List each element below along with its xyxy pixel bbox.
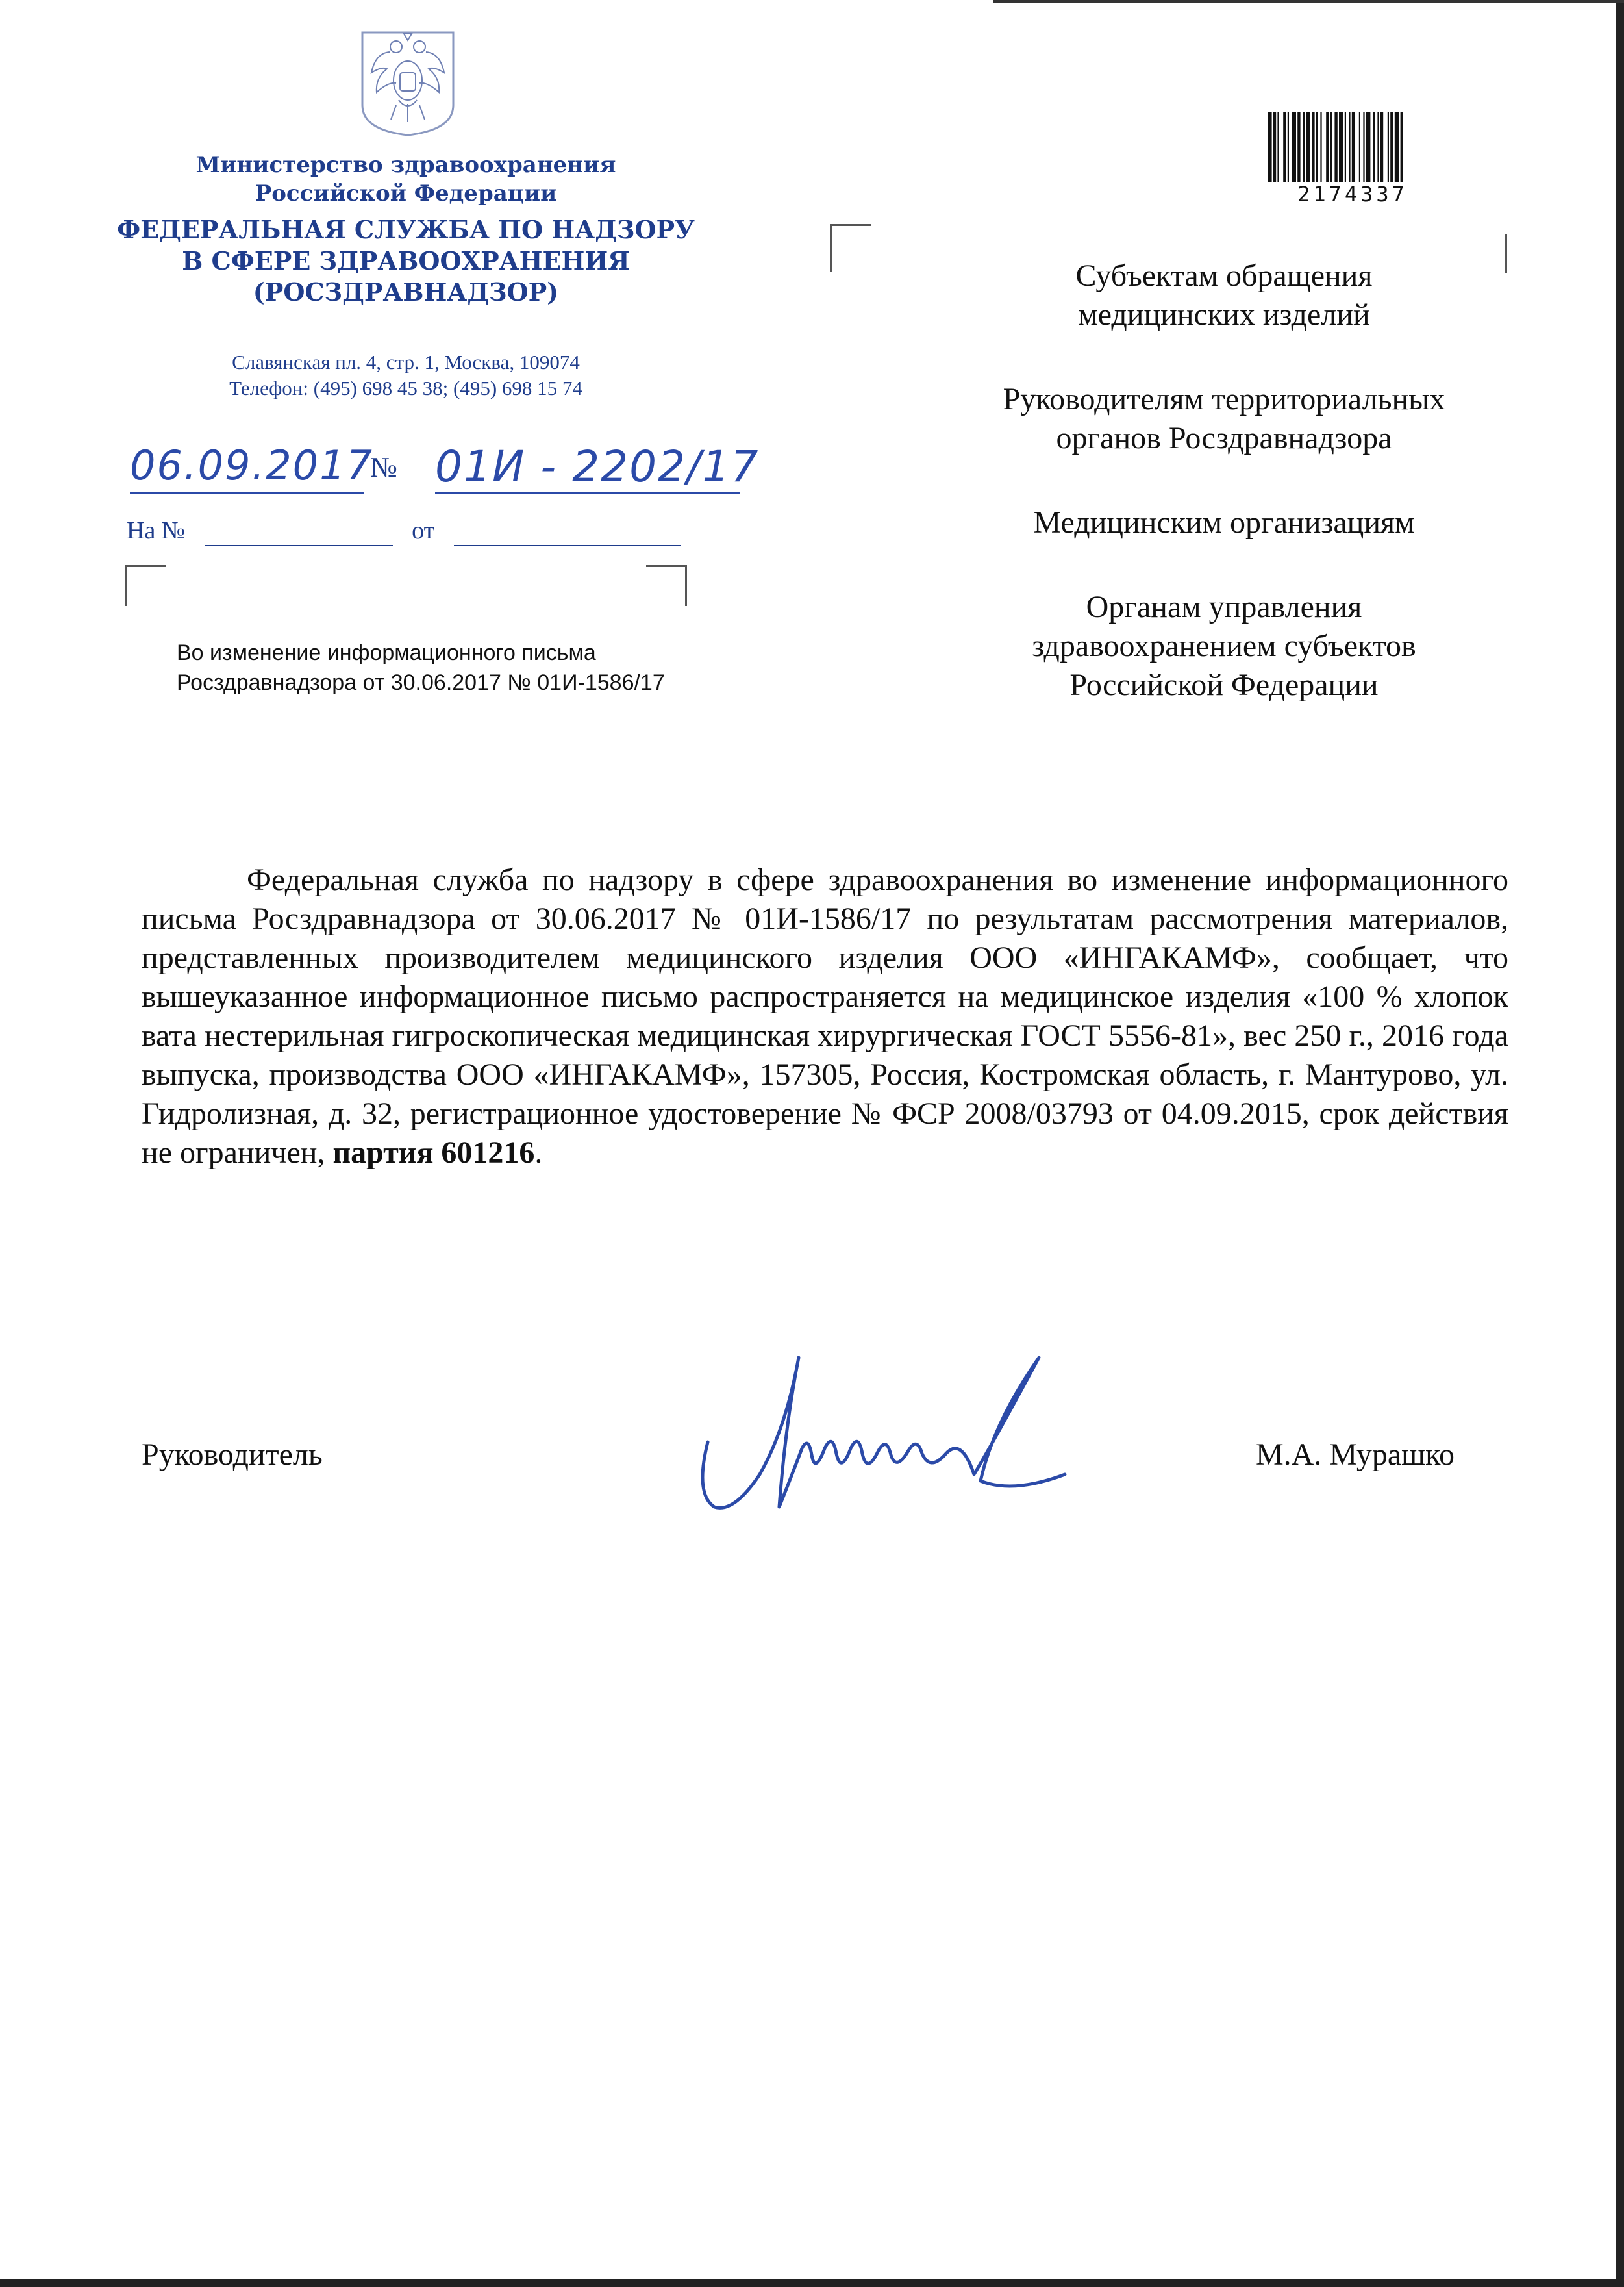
barcode-bar bbox=[1320, 112, 1321, 182]
addressee-group bbox=[916, 588, 1532, 705]
subject-line-1: Во изменение информационного письма bbox=[177, 640, 596, 665]
russian-coat-of-arms-icon bbox=[356, 27, 460, 138]
addressee-line: Российской Федерации bbox=[1069, 668, 1379, 702]
addressee-line: здравоохранением субъектов bbox=[1032, 629, 1416, 663]
addressee-group bbox=[916, 503, 1532, 542]
ref-from-label: от bbox=[412, 517, 435, 544]
barcode-bar bbox=[1316, 112, 1318, 182]
barcode-bar bbox=[1388, 112, 1389, 182]
barcode-bar bbox=[1395, 112, 1399, 182]
addressee-line: Руководителям территориальных bbox=[1003, 382, 1445, 416]
scan-edge-bottom bbox=[0, 2279, 1624, 2287]
service-line-3: (РОСЗДРАВНАДЗОР) bbox=[253, 277, 559, 307]
addressee-line: Медицинским организациям bbox=[1033, 505, 1415, 540]
barcode-bar bbox=[1349, 112, 1350, 182]
scan-edge-right bbox=[1616, 0, 1624, 2287]
barcode-bar bbox=[1326, 112, 1329, 182]
phone-line: Телефон: (495) 698 45 38; (495) 698 15 74 bbox=[229, 377, 582, 399]
ministry-name bbox=[114, 151, 698, 208]
reference-row bbox=[127, 516, 681, 546]
ministry-line-1: Министерство здравоохранения bbox=[195, 152, 616, 178]
barcode-bar bbox=[1373, 112, 1375, 182]
barcode-bar bbox=[1334, 112, 1337, 182]
barcode-bar bbox=[1306, 112, 1310, 182]
barcode-bar bbox=[1297, 112, 1300, 182]
service-line-1: ФЕДЕРАЛЬНАЯ СЛУЖБА ПО НАДЗОРУ bbox=[117, 215, 695, 244]
addressee-line: органов Росздравнадзора bbox=[1056, 421, 1392, 455]
signatory-name: М.А. Мурашко bbox=[1256, 1437, 1455, 1472]
barcode-bar bbox=[1283, 112, 1286, 182]
barcode-bar bbox=[1330, 112, 1332, 182]
barcode-bar bbox=[1363, 112, 1364, 182]
address-line: Славянская пл. 4, стр. 1, Москва, 109074 bbox=[232, 351, 580, 373]
barcode-bar bbox=[1288, 112, 1289, 182]
addressee-list bbox=[916, 257, 1532, 750]
handwritten-signature bbox=[688, 1345, 1143, 1559]
barcode-number: 2174337 bbox=[1297, 182, 1408, 207]
ref-number-label: На № bbox=[127, 517, 186, 544]
date-underline bbox=[130, 492, 364, 494]
ref-number-blank bbox=[205, 516, 393, 546]
ref-date-blank bbox=[454, 516, 681, 546]
barcode-bar bbox=[1277, 112, 1279, 182]
signatory-role: Руководитель bbox=[142, 1437, 323, 1472]
barcode-bar bbox=[1359, 112, 1360, 182]
registration-row bbox=[130, 442, 818, 520]
number-underline bbox=[435, 492, 740, 494]
registration-date: 06.09.2017 bbox=[130, 442, 373, 489]
service-line-2: В СФЕРЕ ЗДРАВООХРАНЕНИЯ bbox=[182, 246, 630, 275]
body-text: Федеральная служба по надзору в сфере здравоохранения во изменение информационного письма Росздравнадзора от 30.06.2017 № 01И-1586/17 по результатам рассмотрения материалов, представленных производителем медицинского изделия ООО «ИНГАКАМФ», сообщает, что вышеуказанное информационное письмо распространяется на медицинское изделия «100 % хлопок вата нестерильная гигроскопическая медицинская хирургическая ГОСТ 5556-81», вес 250 г., 2016 года выпуска, производства ООО «ИНГАКАМФ», 157305, Россия, Костромская область, г. Мантурово, ул. Гидролизная, д. 32, регистрационное удостоверение № ФСР 2008/03793 от 04.09.2015, срок действия не ограничен, bbox=[142, 863, 1508, 1170]
service-name bbox=[114, 214, 698, 308]
barcode-bar bbox=[1377, 112, 1379, 182]
addressee-group bbox=[916, 257, 1532, 335]
barcode-bar bbox=[1380, 112, 1383, 182]
barcode-bar bbox=[1390, 112, 1393, 182]
subject-corner-left bbox=[125, 565, 166, 606]
body-end: . bbox=[534, 1135, 543, 1170]
ministry-line-2: Российской Федерации bbox=[255, 181, 557, 207]
subject-note bbox=[177, 638, 761, 698]
barcode-bar bbox=[1401, 112, 1403, 182]
registration-number: 01И - 2202/17 bbox=[435, 442, 760, 492]
subject-line-2: Росздравнадзора от 30.06.2017 № 01И-1586/17 bbox=[177, 670, 665, 695]
barcode-bar bbox=[1345, 112, 1346, 182]
barcode-bar bbox=[1273, 112, 1276, 182]
barcode-bar bbox=[1339, 112, 1343, 182]
letter-body bbox=[142, 861, 1508, 1172]
barcode-bar bbox=[1303, 112, 1305, 182]
addressee-group bbox=[916, 380, 1532, 458]
batch-number: партия 601216 bbox=[332, 1135, 535, 1170]
subject-corner-right bbox=[646, 565, 687, 606]
barcode-bar bbox=[1312, 112, 1314, 182]
barcode-bar bbox=[1268, 112, 1272, 182]
scan-edge-top bbox=[993, 0, 1624, 3]
barcode-bar bbox=[1292, 112, 1296, 182]
barcode-bar bbox=[1352, 112, 1355, 182]
addressee-line: Органам управления bbox=[1086, 590, 1362, 624]
addressee-line: Субъектам обращения bbox=[1075, 259, 1373, 293]
addressee-corner-top-left bbox=[830, 224, 871, 272]
number-label: № bbox=[370, 451, 397, 483]
barcode-bar bbox=[1366, 112, 1371, 182]
address-block bbox=[114, 349, 698, 401]
addressee-line: медицинских изделий bbox=[1078, 297, 1370, 332]
